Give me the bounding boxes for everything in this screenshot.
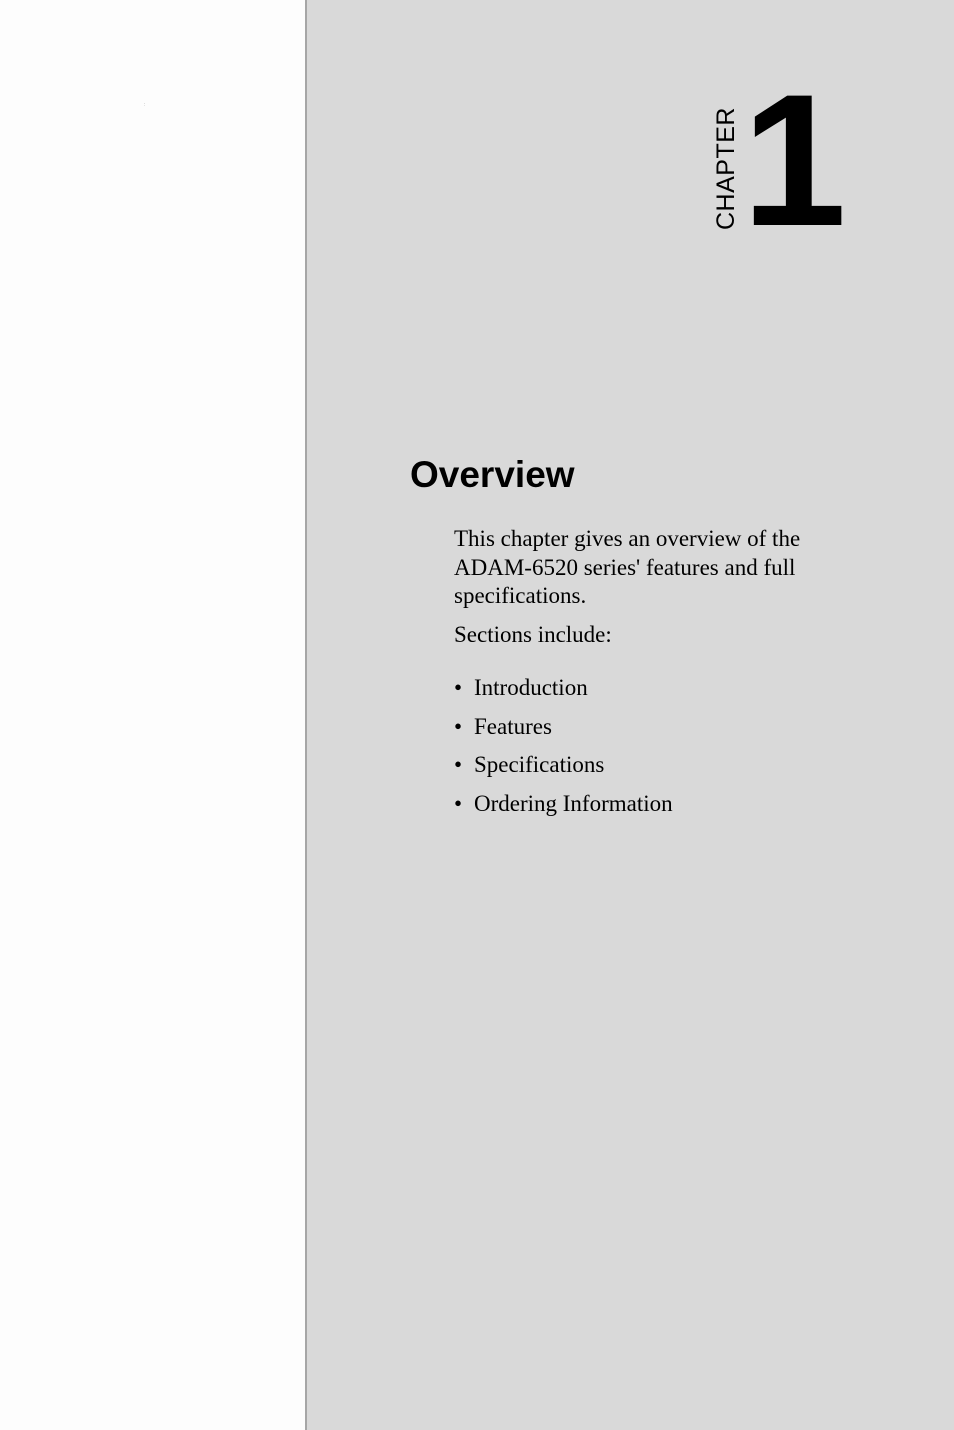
section-item-label: Specifications <box>474 752 605 777</box>
section-list <box>454 673 673 827</box>
left-margin <box>0 0 305 1430</box>
bullet-icon: • <box>454 752 463 777</box>
section-item-label: Ordering Information <box>474 790 673 816</box>
list-item <box>454 789 673 828</box>
chapter-number: 1 <box>742 55 847 265</box>
list-item <box>454 712 673 751</box>
bullet-icon: • <box>454 790 463 816</box>
chapter-intro: This chapter gives an overview of the ADAM-6520 series' features and full specifications. <box>454 526 801 608</box>
section-item-label: Introduction <box>474 675 588 700</box>
sections-label: Sections include: <box>454 622 612 647</box>
list-item <box>454 750 673 789</box>
bullet-icon: • <box>454 675 463 700</box>
bullet-icon: • <box>454 713 463 739</box>
page-title: Overview <box>410 454 575 495</box>
list-item <box>454 673 673 712</box>
section-item-label: Features <box>474 713 552 739</box>
chapter-label: CHAPTER <box>712 107 740 230</box>
margin-mark: : <box>144 102 146 108</box>
